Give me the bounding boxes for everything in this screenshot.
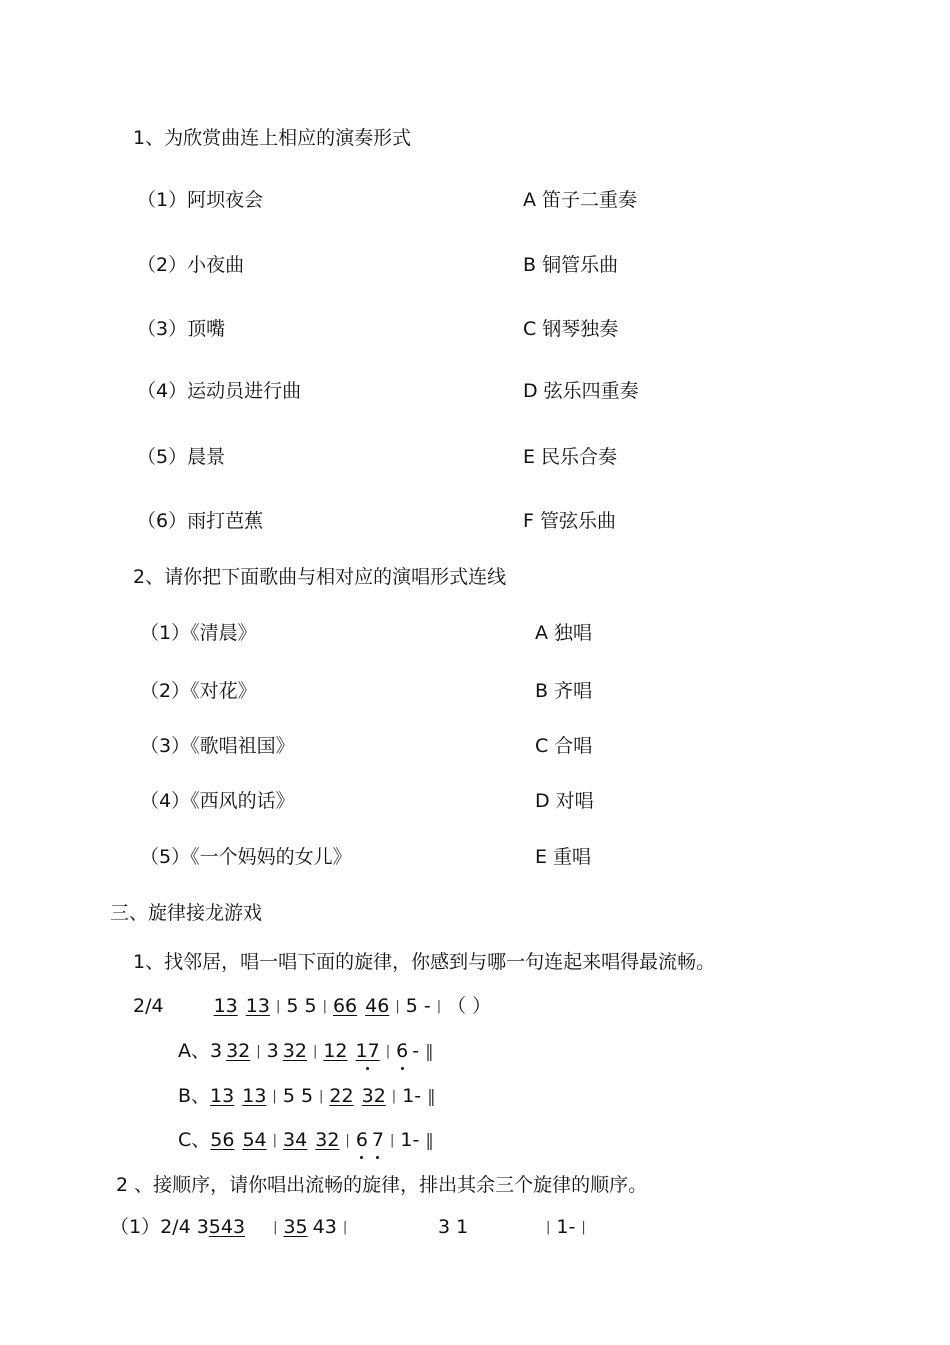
q1-left-item: （4）运动员进行曲 — [137, 380, 302, 402]
note-group: 46 — [365, 995, 390, 1017]
q2-right-item: E 重唱 — [535, 846, 592, 868]
note-group-low-dot: 17 — [355, 1040, 380, 1062]
q1-right-item: B 铜管乐曲 — [523, 254, 619, 276]
q1-left-item: （3）顶嘴 — [137, 318, 226, 340]
note-group: 3 1 — [438, 1216, 469, 1238]
line-prefix: （1）2/4 3 — [110, 1216, 209, 1238]
note: 3 — [210, 1040, 223, 1062]
q1-right-item: E 民乐合奏 — [523, 446, 618, 468]
note: 1- — [400, 1129, 420, 1151]
note-group: 13 — [245, 995, 270, 1017]
note: 3 — [266, 1040, 279, 1062]
note-group: 34 — [283, 1129, 308, 1151]
note: 5 — [208, 1216, 221, 1238]
section3-q2-text: 2 、接顺序，请你唱出流畅的旋律，排出其余三个旋律的顺序。 — [116, 1174, 648, 1196]
q2-right-item: D 对唱 — [535, 790, 594, 812]
note-group: 32 — [226, 1040, 251, 1062]
option-label: B、 — [178, 1085, 211, 1107]
q1-heading: 1、为欣赏曲连上相应的演奏形式 — [133, 127, 412, 149]
note-group: 22 — [329, 1085, 354, 1107]
q1-right-item: F 管弦乐曲 — [523, 510, 616, 532]
note-group: 43 — [312, 1216, 337, 1238]
note: - — [412, 1040, 420, 1062]
note-group: 5 - — [405, 995, 431, 1017]
note-group: 12 — [323, 1040, 348, 1062]
q2-left-item: （2）《对花》 — [140, 680, 257, 702]
q1-right-item: A 笛子二重奏 — [523, 189, 638, 211]
note-group: 35 — [283, 1216, 308, 1238]
option-b: B、13 13 | 5 5 | 22 32 | 1- ‖ — [178, 1085, 436, 1107]
note-low-dot: 6 — [396, 1040, 409, 1062]
note-group: 66 — [332, 995, 358, 1017]
note-group: 56 — [210, 1129, 235, 1151]
option-a: A、3 32 | 3 32 | 12 17 | 6 - ‖ — [178, 1040, 434, 1062]
q2-left-item: （4）《西风的话》 — [140, 790, 295, 812]
note-group: 13 — [242, 1085, 267, 1107]
measure-end: | 1- | — [546, 1216, 586, 1238]
note-group: 5 5 — [282, 1085, 314, 1107]
option-label: C、 — [178, 1129, 211, 1151]
q1-left-item: （2）小夜曲 — [137, 254, 245, 276]
note-group: 54 — [242, 1129, 267, 1151]
q2-left-item: （5）《一个妈妈的女儿》 — [140, 846, 352, 868]
note-group: 43 — [220, 1216, 246, 1238]
q2-right-item: C 合唱 — [535, 735, 593, 757]
option-label: A、 — [178, 1040, 210, 1062]
note-group: 13 — [213, 995, 238, 1017]
q2-left-item: （1）《清晨》 — [140, 622, 257, 644]
note-group: 32 — [361, 1085, 386, 1107]
q1-right-item: D 弦乐四重奏 — [523, 380, 639, 402]
q2-heading: 2、请你把下面歌曲与相对应的演唱形式连线 — [133, 566, 507, 588]
order-line-1: （1）2/4 3543 | 35 43 | 3 1 | 1- | — [110, 1218, 630, 1237]
note: 1- — [402, 1085, 422, 1107]
q1-left-item: （6）雨打芭蕉 — [137, 510, 264, 532]
option-c: C、56 54 | 34 32 | 6 7 | 1- ‖ — [178, 1129, 434, 1151]
note-group: 32 — [282, 1040, 307, 1062]
q1-left-item: （5）晨景 — [137, 446, 226, 468]
note-group: 13 — [210, 1085, 235, 1107]
q2-left-item: （3）《歌唱祖国》 — [140, 735, 295, 757]
note: 1- — [556, 1216, 576, 1238]
q2-right-item: B 齐唱 — [535, 680, 593, 702]
time-signature: 2/4 — [133, 995, 164, 1017]
q1-left-item: （1）阿坝夜会 — [137, 189, 264, 211]
note-group: 5 5 — [286, 995, 317, 1017]
section3-q1-text: 1、找邻居，唱一唱下面的旋律，你感到与哪一句连起来唱得最流畅。 — [133, 951, 716, 973]
q2-right-item: A 独唱 — [535, 622, 593, 644]
q1-right-item: C 钢琴独奏 — [523, 318, 619, 340]
answer-blank[interactable]: （ ） — [447, 995, 492, 1017]
section3-heading: 三、旋律接龙游戏 — [110, 902, 263, 924]
note-low-dot: 7 — [371, 1129, 384, 1151]
melody-line: 2/4 13 13 | 5 5 | 66 46 | 5 - | （ ） — [133, 995, 492, 1017]
note-low-dot: 6 — [355, 1129, 368, 1151]
note-group: 32 — [315, 1129, 340, 1151]
